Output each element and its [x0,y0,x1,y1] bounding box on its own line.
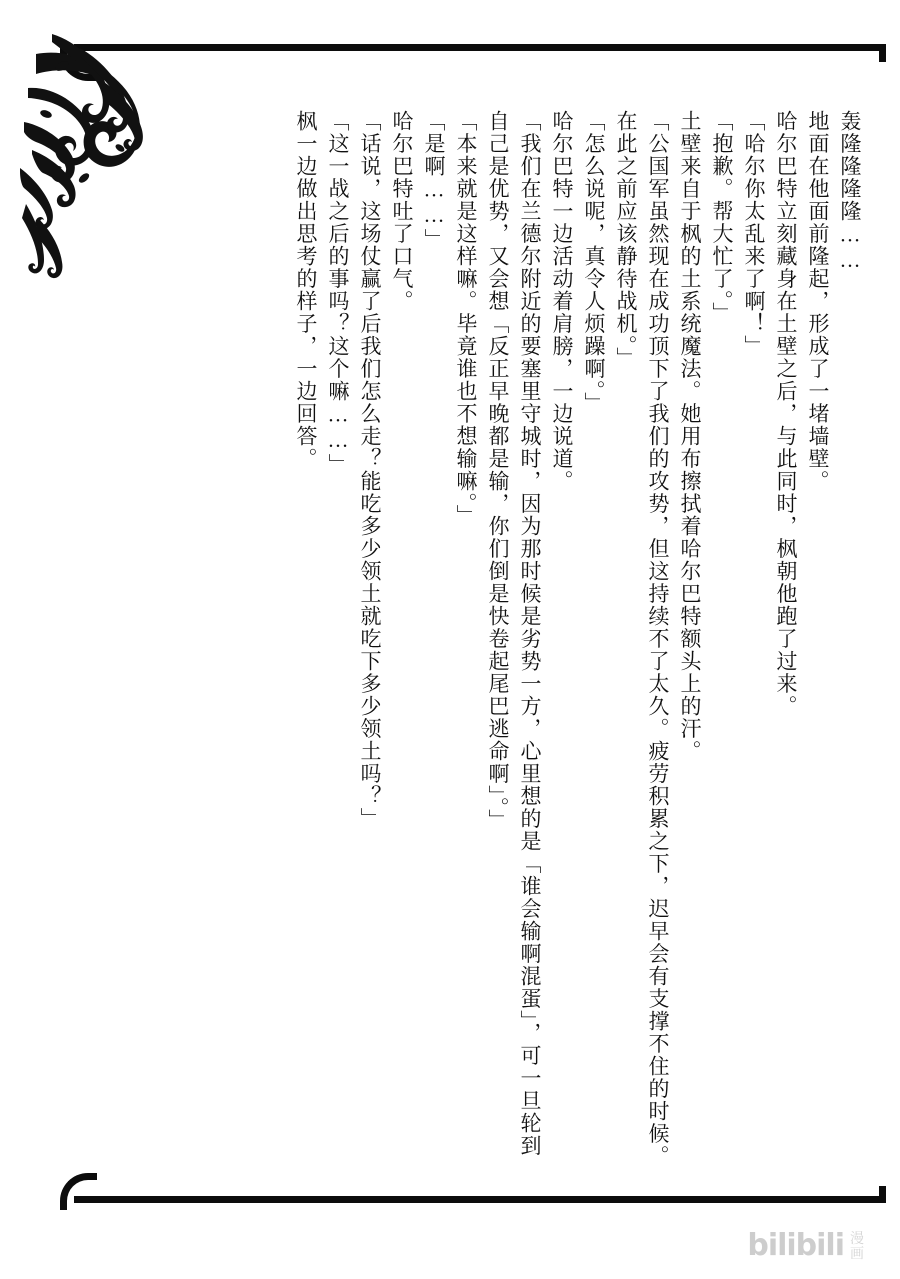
vertical-text-body [60,110,862,1168]
top-left-curl-ornament [60,44,97,81]
text-line: 轰隆隆隆隆…… [838,110,862,274]
text-line: 「怎么说呢，真令人烦躁啊。」 [582,110,606,415]
top-border-rule [74,44,886,51]
bilibili-logo-text: bilibili [747,1228,844,1263]
bottom-left-curl-ornament [60,1173,97,1210]
text-line: 「本来就是这样嘛。毕竟谁也不想输嘛。」 [454,110,478,527]
text-line: 「公国军虽然现在成功顶下了我们的攻势，但这持续不了太久。疲劳积累之下，迟早会有支撑不住的时候。 [646,110,670,1168]
bilibili-watermark [747,1228,872,1263]
bottom-border-rule [74,1196,886,1203]
text-line: 哈尔巴特吐了口气。 [390,110,414,313]
right-border-rule-bottom [879,1186,886,1203]
watermark-label: 漫画 [850,1229,864,1261]
text-line: 「是啊……」 [422,110,446,251]
right-border-rule-top [879,44,886,62]
text-line: 「抱歉。帮大忙了。」 [710,110,734,325]
text-line: 土壁来自于枫的土系统魔法。她用布擦拭着哈尔巴特额头上的汗。 [678,110,702,763]
text-line: 「这一战之后的事吗？这个嘛……」 [326,110,350,476]
text-line: 「话说，这场仗赢了后我们怎么走？能吃多少领土就吃下多少领土吗？」 [358,110,382,830]
text-line: 自己是优势，又会想「反正早晚都是输，你们倒是快卷起尾巴逃命啊」。」 [486,110,510,832]
text-line: 「哈尔你太乱来了啊！」 [742,110,766,358]
text-line: 哈尔巴特一边活动着肩膀，一边说道。 [550,110,574,493]
text-line: 「我们在兰德尔附近的要塞里守城时，因为那时候是劣势一方，心里想的是「谁会输啊混蛋」，可一旦轮到 [518,110,542,1157]
text-line: 哈尔巴特立刻藏身在土壁之后，与此同时，枫朝他跑了过来。 [774,110,798,718]
text-line: 枫一边做出思考的样子，一边回答。 [294,110,318,470]
text-line: 地面在他面前隆起，形成了一堵墙壁。 [806,110,830,493]
text-line: 在此之前应该静待战机。」 [614,110,638,370]
